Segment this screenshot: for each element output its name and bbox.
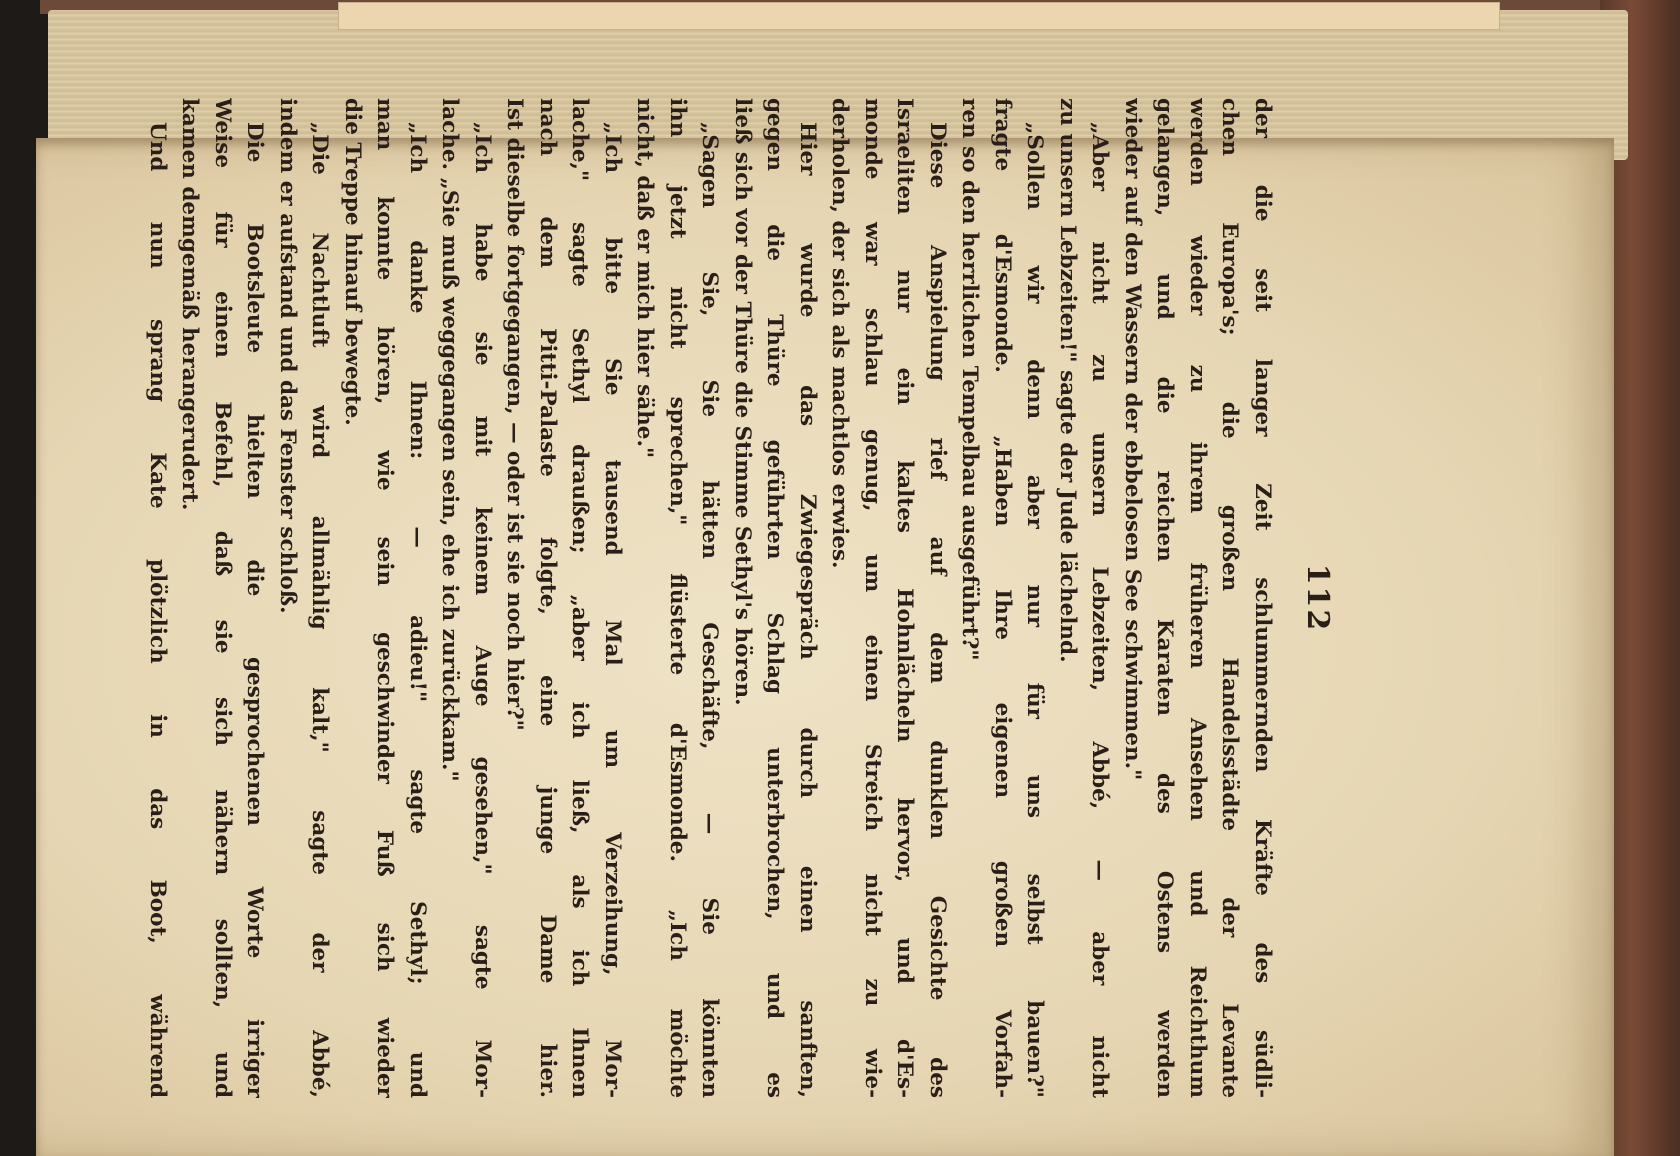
text-line: ren so den herrlichen Tempelbau ausgeführt?" (957, 98, 983, 661)
text-line: werden wieder zu ihrem früheren Ansehen und Reichthum (1185, 98, 1210, 1098)
text-line: Israeliten nur ein kaltes Hohnlächeln hervor, und d'Es- (892, 98, 918, 1098)
text-line: lache," sagte Sethyl draußen; „aber ich ließ, als ich Ihnen (567, 98, 593, 1098)
text-line: „Ich danke Ihnen: — adieu!" sagte Sethyl; und (405, 122, 430, 1098)
text-line: „Sollen wir denn aber nur für uns selbst bauen?" (1022, 122, 1048, 1098)
text-line: kamen demgemäß herangerudert. (177, 98, 203, 511)
text-lines (141, 98, 1279, 1098)
text-line: gegen die Thüre geführten Schlag unterbrochen, und es (762, 98, 788, 1098)
text-line: indem er aufstand und das Fenster schloß. (275, 98, 300, 614)
text-line: Diese Anspielung rief auf dem dunklen Gesichte des (925, 122, 950, 1098)
text-line: ließ sich vor der Thüre die Stimme Sethyl's hören. (730, 98, 755, 706)
text-line: lache. „Sie muß weggegangen sein, ehe ich zurückkam." (437, 98, 463, 782)
text-line: Die Bootsleute hielten die gesprochenen Worte irriger (242, 122, 268, 1098)
text-line: der die seit langer Zeit schlummernden Kräfte des südli- (1250, 98, 1275, 1098)
text-line: „Sagen Sie, Sie hätten Geschäfte, — Sie könnten (697, 122, 723, 1098)
text-line: zu unsern Lebzeiten!" sagte der Jude lächelnd. (1055, 98, 1080, 663)
page-text-block (145, 98, 1335, 1098)
text-line: man konnte hören, wie sein geschwinder Fuß sich wieder (372, 98, 398, 1098)
page-number: 112 (1300, 563, 1335, 633)
text-line: nicht, daß er mich hier sähe." (632, 98, 658, 459)
text-line: Ist dieselbe fortgegangen, — oder ist sie noch hier?" (502, 98, 528, 731)
text-line: die Treppe hinauf bewegte. (340, 98, 365, 426)
text-line: gelangen, und die reichen Karaten des Ostens werden (1152, 98, 1178, 1098)
text-line: ihn jetzt nicht sprechen," flüsterte d'Esmonde. „Ich möchte (665, 98, 690, 1098)
text-line: „Ich habe sie mit keinem Auge gesehen," sagte Mor- (470, 122, 495, 1098)
text-line: wieder auf den Wassern der ebbelosen See schwimmen." (1120, 98, 1145, 781)
text-line: monde war schlau genug, um einen Streich nicht zu wie- (860, 98, 885, 1098)
text-line: „Die Nachtluft wird allmählig kalt," sagte der Abbé, (307, 122, 333, 1098)
text-line: Und nun sprang Kate plötzlich in das Boot, während (145, 122, 170, 1098)
text-line: „Aber nicht zu unsern Lebzeiten, Abbé, — aber nicht (1087, 122, 1113, 1098)
text-line: chen Europa's; die großen Handelsstädte der Levante (1217, 98, 1243, 1098)
bookmark-slip (338, 2, 1500, 30)
text-line: derholen, der sich als machtlos erwies. (827, 98, 853, 569)
text-line: nach dem Pitti-Palaste folgte, eine junge Dame hier. (535, 98, 560, 1098)
text-line: Weise für einen Befehl, daß sie sich nähern sollten, und (210, 98, 235, 1098)
text-line: „Ich bitte Sie tausend Mal um Verzeihung, Mor- (600, 122, 625, 1098)
text-line: fragte d'Esmonde. „Haben Ihre eigenen großen Vorfah- (990, 98, 1015, 1098)
text-line: Hier wurde das Zwiegespräch durch einen sanften, (795, 122, 820, 1098)
